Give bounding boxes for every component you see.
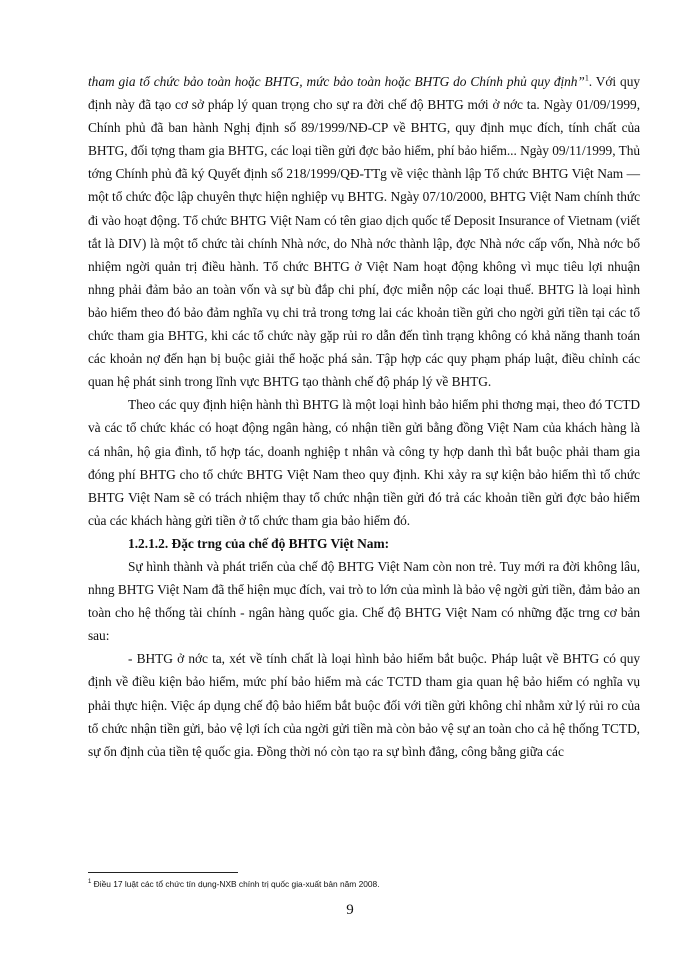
footnote-ref: 1 [584,73,589,83]
italic-quote: tham gia tổ chức bảo toàn hoặc BHTG, mức bảo toàn hoặc BHTG do Chính phủ quy định” [88,74,585,89]
document-page [88,70,640,763]
footnote-divider [88,872,238,873]
paragraph-1-text: . Với quy định này đã tạo cơ sở pháp lý quan trọng cho sự ra đời chế độ BHTG mới ở nớc ta. Ngày 01/09/1999, Chính phủ đã ban hành Nghị định số 89/1999/NĐ-CP về BHTG, quy định mục đích, tính chất của BHTG, đối tợng tham gia BHTG, các loại tiền gửi đợc bảo hiểm, phí bảo hiểm... Ngày 09/11/1999, Thủ tớng Chính phủ đã ký Quyết định số 218/1999/QĐ-TTg về việc thành lập Tổ chức BHTG Việt Nam — một tổ chức độc lập chuyên thực hiện nghiệp vụ BHTG. Ngày 07/10/2000, BHTG Việt Nam chính thức đi vào hoạt động. Tổ chức BHTG Việt Nam có tên giao dịch quốc tế Deposit Insurance of Vietnam (viết tắt là DIV) là một tổ chức tài chính Nhà nớc, do Nhà nớc thành lập, đợc Nhà nớc cấp vốn, Nhà nớc bổ nhiệm ngời quản trị điều hành. Tổ chức BHTG ở Việt Nam hoạt động không vì mục tiêu lợi nhuận nhng phải đảm bảo an toàn vốn và sự bù đắp chi phí, đợc miễn nộp các loại thuế. BHTG là loại hình bảo hiểm theo đó bảo đảm nghĩa vụ chi trả trong tơng lai các khoản tiền gửi cho ngời gửi tiền tại các tổ chức tham gia BHTG, khi các tổ chức này gặp rủi ro dẫn đến tình trạng không có khả năng thanh toán các khoản nợ đến hạn bị buộc giải thể hoặc phá sản. Tập hợp các quy phạm pháp luật, điều chỉnh các quan hệ phát sinh trong lĩnh vực BHTG tạo thành chế độ pháp lý về BHTG. [88,74,640,390]
page-number: 9 [346,902,354,918]
paragraph-2: Theo các quy định hiện hành thì BHTG là một loại hình bảo hiểm phi thơng mại, theo đó TCTD và các tổ chức khác có hoạt động ngân hàng, có nhận tiền gửi bằng đồng Việt Nam của khách hàng là cá nhân, hộ gia đình, tổ hợp tác, doanh nghiệp t nhân và công ty hợp danh thì bắt buộc phải tham gia đóng phí BHTG cho tổ chức BHTG Việt Nam theo quy định. Khi xảy ra sự kiện bảo hiểm thì tổ chức BHTG Việt Nam sẽ có trách nhiệm thay tổ chức nhận tiền gửi đó trả các khoản tiền gửi đợc bảo hiểm của các khách hàng gửi tiền ở tổ chức tham gia bảo hiểm đó. [88,397,640,528]
paragraph-1 [88,70,640,393]
paragraph-3: Sự hình thành và phát triển của chế độ BHTG Việt Nam còn non trẻ. Tuy mới ra đời không lâu, nhng BHTG Việt Nam đã thể hiện mục đích, vai trò to lớn của mình là bảo vệ ngời gửi tiền, đảm bảo an toàn cho hệ thống tài chính - ngân hàng quốc gia. Chế độ BHTG Việt Nam có những đặc trng cơ bản sau: [88,558,640,644]
footnote [88,878,640,890]
footnote-text: Điều 17 luật các tổ chức tín dụng-NXB chính trị quốc gia-xuất bản năm 2008. [91,879,380,889]
paragraph-4: - BHTG ở nớc ta, xét về tính chất là loại hình bảo hiểm bắt buộc. Pháp luật về BHTG có quy định về điều kiện bảo hiểm, mức phí bảo hiểm mà các TCTD tham gia quan hệ bảo hiểm có nghĩa vụ phải thực hiện. Việc áp dụng chế độ bảo hiểm bắt buộc đối với tiền gửi không chỉ nhằm xử lý rủi ro của tổ chức nhận tiền gửi, bảo vệ lợi ích của ngời gửi tiền mà còn bảo vệ sự an toàn cho cả hệ thống TCTD, sự ổn định của tiền tệ quốc gia. Đồng thời nó còn tạo ra sự bình đẳng, công bằng giữa các [88,651,640,759]
section-heading: 1.2.1.2. Đặc trng của chế độ BHTG Việt Nam: [128,535,390,551]
footnote-marker: 1 [88,879,92,886]
